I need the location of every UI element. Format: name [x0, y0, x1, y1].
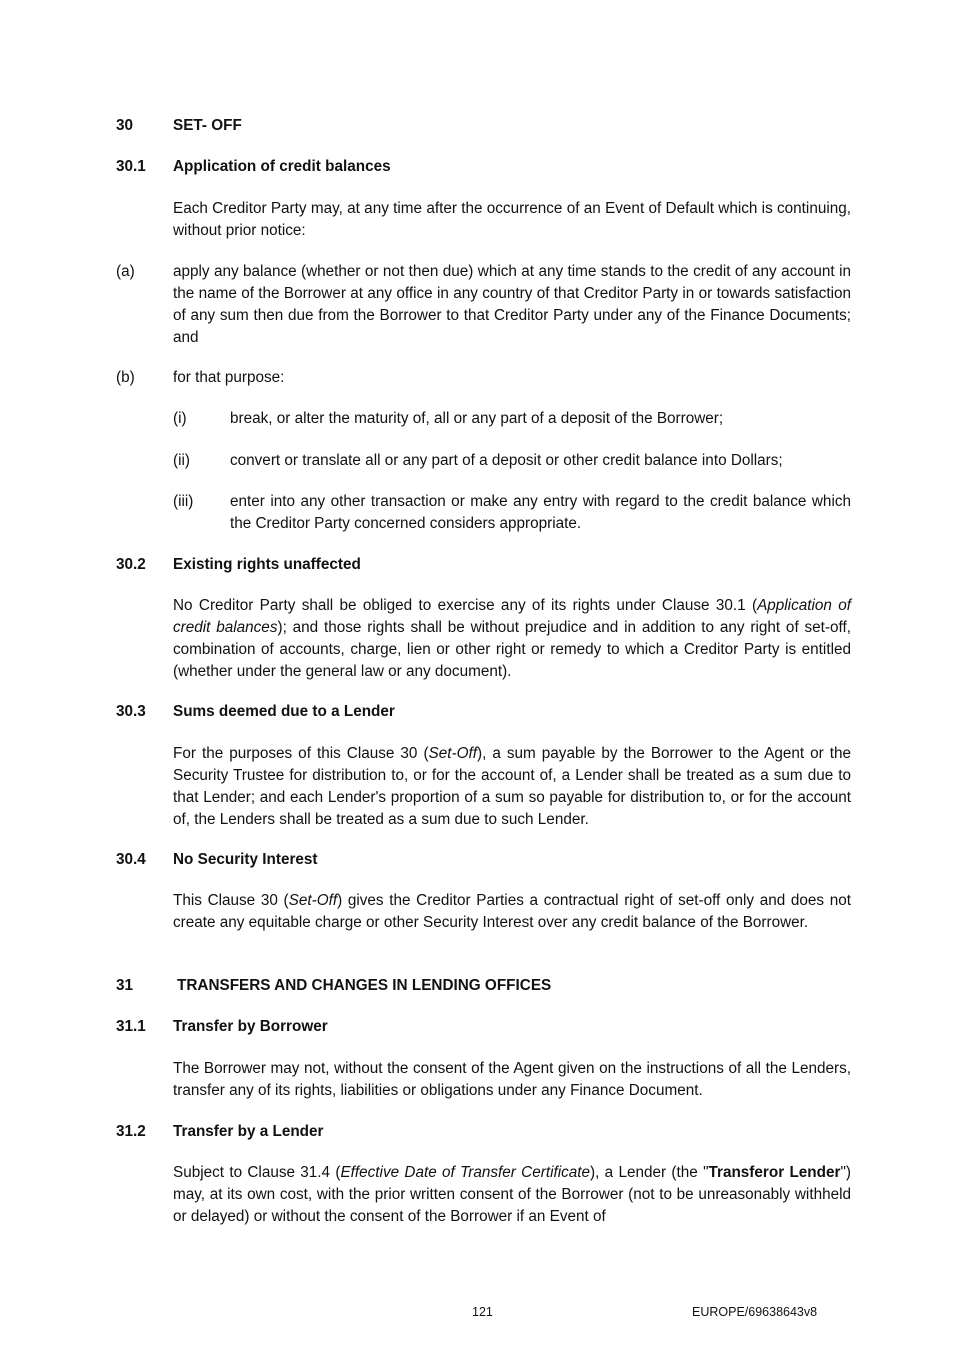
clause-31-1-paragraph: The Borrower may not, without the consent of the Agent given on the instructions of all the Lenders, transfer any of its rights, liabilities or obligations under any Finance Document.	[173, 1060, 851, 1099]
item-label: (ii)	[173, 452, 190, 469]
item-text: for that purpose:	[173, 369, 285, 386]
clause-number: 31.1	[116, 1018, 146, 1035]
list-item-b	[116, 367, 851, 389]
clause-number: 30	[116, 117, 134, 134]
list-item-a	[116, 261, 851, 349]
clause-title: Sums deemed due to a Lender	[173, 703, 395, 720]
item-label: (i)	[173, 410, 187, 427]
clause-30-1-intro: Each Creditor Party may, at any time after the occurrence of an Event of Default which is continuing, without prior notice:	[173, 200, 851, 239]
item-label: (a)	[116, 263, 135, 280]
clause-number: 31.2	[116, 1123, 146, 1140]
clause-title: Transfer by Borrower	[173, 1018, 328, 1035]
item-text: apply any balance (whether or not then due) which at any time stands to the credit of any account in the name of the Borrower at any office in any country of that Creditor Party in or towards satisfaction of any sum then due from the Borrower to that Creditor Party under any of the Finance Documents; and	[173, 263, 851, 346]
item-label: (iii)	[173, 493, 194, 510]
clause-31-2-paragraph: Subject to Clause 31.4 (Effective Date of Transfer Certificate), a Lender (the "Transferor Lender") may, at its own cost, with the prior written consent of the Borrower (not to be unreasonably withheld or delayed) or without the consent of the Borrower if an Event of	[173, 1164, 851, 1225]
list-item-iii	[173, 491, 851, 535]
clause-30-3-paragraph: For the purposes of this Clause 30 (Set-Off), a sum payable by the Borrower to the Agent or the Security Trustee for distribution to, or for the account of, a Lender shall be treated as a sum due to that Lender; and each Lender's proportion of a sum so payable for distribution to, or for the account of, the Lenders shall be treated as a sum due to such Lender.	[173, 745, 851, 828]
clause-number: 30.1	[116, 158, 146, 175]
clause-title: TRANSFERS AND CHANGES IN LENDING OFFICES	[177, 977, 552, 994]
clause-number: 31	[116, 977, 134, 994]
item-text: enter into any other transaction or make any entry with regard to the credit balance which the Creditor Party concerned considers appropriate.	[230, 493, 851, 532]
clause-title: No Security Interest	[173, 851, 318, 868]
clause-title: Existing rights unaffected	[173, 556, 361, 573]
list-item-i	[173, 408, 851, 430]
document-reference: EUROPE/69638643v8	[692, 1305, 818, 1319]
clause-number: 30.3	[116, 703, 146, 720]
clause-title: Transfer by a Lender	[173, 1123, 324, 1140]
item-text: convert or translate all or any part of a deposit or other credit balance into Dollars;	[230, 452, 783, 469]
clause-title: SET- OFF	[173, 117, 242, 134]
list-item-ii	[173, 450, 851, 472]
item-text: break, or alter the maturity of, all or any part of a deposit of the Borrower;	[230, 410, 724, 427]
clause-number: 30.2	[116, 556, 146, 573]
clause-title: Application of credit balances	[173, 158, 391, 175]
clause-number: 30.4	[116, 851, 146, 868]
clause-30-2-paragraph: No Creditor Party shall be obliged to exercise any of its rights under Clause 30.1 (Application of credit balances); and those rights shall be without prejudice and in addition to any right of set-off, combination of accounts, charge, lien or other right or remedy to which a Creditor Party is entitled (whether under the general law or any document).	[173, 597, 852, 680]
page-number: 121	[472, 1305, 493, 1319]
clause-30-4-paragraph: This Clause 30 (Set-Off) gives the Creditor Parties a contractual right of set-off only and does not create any equitable charge or other Security Interest over any credit balance of the Borrower.	[173, 892, 851, 931]
item-label: (b)	[116, 369, 135, 386]
